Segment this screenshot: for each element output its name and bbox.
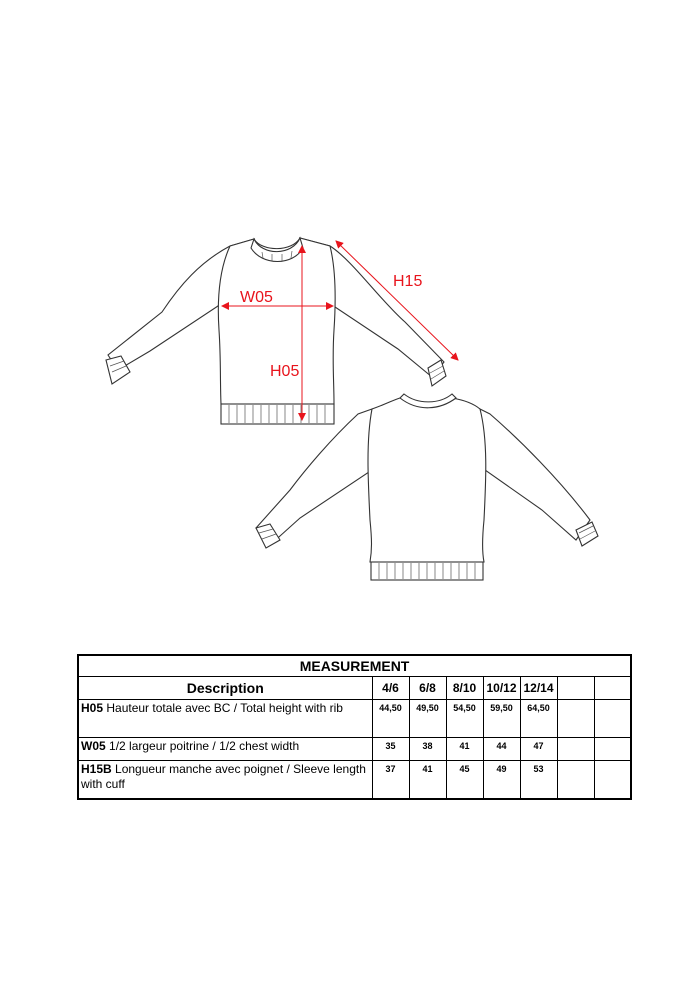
size-header: 12/14 [520,677,557,700]
h15-label: H15 [393,273,423,290]
row-label: Longueur manche avec poignet / Sleeve length with cuff [81,762,366,791]
table-cell: 64,50 [520,700,557,738]
back-left-sleeve [256,409,372,545]
size-header: 6/8 [409,677,446,700]
size-header: 4/6 [372,677,409,700]
table-cell [594,761,631,800]
row-code: H15B [81,762,112,776]
table-cell: 54,50 [446,700,483,738]
front-view-sweater [106,238,446,424]
row-description [78,700,372,738]
table-cell: 37 [372,761,409,800]
table-cell: 59,50 [483,700,520,738]
table-cell [594,700,631,738]
size-header [594,677,631,700]
table-row [78,700,631,738]
table-cell: 47 [520,738,557,761]
w05-label: W05 [240,289,273,306]
row-description [78,761,372,800]
table-row [78,761,631,800]
table-title: MEASUREMENT [78,655,631,677]
table-cell: 38 [409,738,446,761]
size-header: 10/12 [483,677,520,700]
table-cell: 35 [372,738,409,761]
table-cell: 45 [446,761,483,800]
row-label: Hauteur totale avec BC / Total height with rib [106,701,343,715]
row-description [78,738,372,761]
measurement-table [77,654,632,800]
table-cell: 44,50 [372,700,409,738]
table-cell: 49,50 [409,700,446,738]
back-body [368,398,486,562]
table-cell [594,738,631,761]
table-cell: 44 [483,738,520,761]
table-cell: 41 [409,761,446,800]
description-header: Description [78,677,372,700]
size-header [557,677,594,700]
table-cell: 41 [446,738,483,761]
table-cell [557,761,594,800]
size-header: 8/10 [446,677,483,700]
row-label: 1/2 largeur poitrine / 1/2 chest width [109,739,300,753]
row-code: H05 [81,701,104,715]
h05-label: H05 [270,363,300,380]
table-cell [557,738,594,761]
measurement-table-container [77,654,630,800]
table-cell [557,700,594,738]
table-cell: 49 [483,761,520,800]
row-code: W05 [81,739,106,753]
back-right-sleeve [480,409,590,540]
table-row [78,738,631,761]
table-cell: 53 [520,761,557,800]
